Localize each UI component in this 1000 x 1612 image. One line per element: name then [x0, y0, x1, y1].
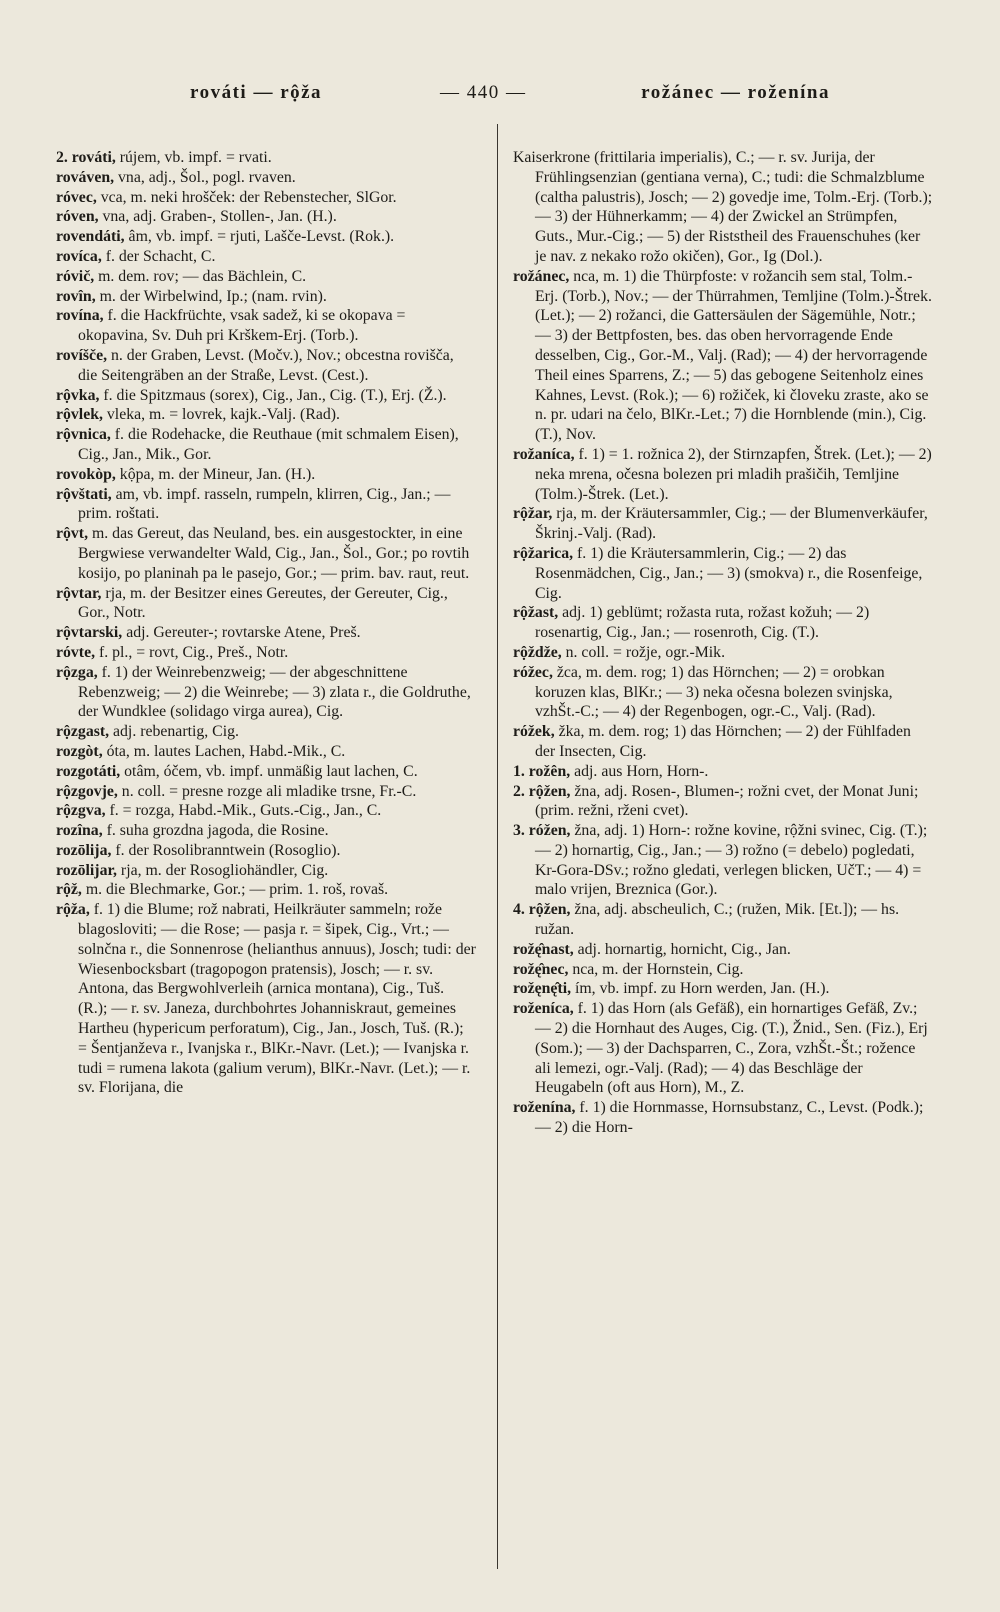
entry-headword: rozgotáti, [56, 762, 121, 780]
dictionary-entry [513, 643, 933, 663]
entry-definition: âm, vb. impf. = rjuti, Lašče-Levst. (Rok.). [124, 228, 395, 246]
dictionary-entry [513, 544, 933, 603]
entry-headword: rộvt, [56, 525, 89, 543]
entry-definition: m. der Wirbelwind, Ip.; (nam. rvin). [95, 287, 327, 305]
entry-headword: rộvštati, [56, 485, 112, 503]
right-column [513, 148, 933, 1138]
entry-definition: žca, m. dem. rog; 1) das Hörnchen; — 2) = orobkan koruzen klas, BlKr.; — 3) neka očesna bolezen svinjska, vzhŠt.-C.; — 4) der Regenbogen, ogr.-C., Valj. (Rad). [535, 663, 893, 721]
entry-headword: rovíšče, [56, 346, 108, 364]
entry-definition: nca, m. 1) die Thürpfoste: v rožancih sem stal, Tolm.-Erj. (Torb.), Nov.; — der Thürrahmen, Temljine (Tolm.)-Štrek. (Let.); — 2) rožanci, die Gattersäulen der Sägemühle, Notr.; — 3) der Bettpfosten, bes. das oben hervorragende Ende desselben, Cig., Gor.-M., Valj. (Rad); — 4) der hervorragende Theil eines Sparrens, Z.; — 5) das gebogene Seitenholz eines Kahnes, Levst. (Rok.); — 6) rožiček, ki človeku zraste, ako se n. pr. udari na čelo, BlKr.-Let.; 7) die Hornblende (min.), Cig. (T.), Nov. [535, 267, 932, 444]
entry-definition: vca, m. neki hrošček: der Rebenstecher, SlGor. [96, 188, 397, 206]
dictionary-entry [56, 762, 476, 782]
entry-headword: rộzgovje, [56, 782, 118, 800]
entry-definition: adj. rebenartig, Cig. [109, 723, 239, 741]
entry-headword: róžek, [513, 723, 555, 741]
page-header [190, 82, 830, 112]
dictionary-entry [56, 742, 476, 762]
entry-definition: f. 1) die Blume; rož nabrati, Heilkräuter sammeln; rože blagosloviti; — die Rose; — pasja r. = šipek, Cig., Vrt.; — solnčna r., die Sonnenrose (helianthus annuus), Josch; tudi: der Wiesenbocksbart (tragopogon pratensis), Josch; — r. sv. Antona, das Bergwohlverleih (arnica montana), Cig., Tuš. (R.); — r. sv. Janeza, durchbohrtes Johanniskraut, gemeines Hartheu (hypericum perforatum), Cig., Jan., Josch, Tuš. (R.); = Šentjanževa r., Ivanjska r., BlKr.-Navr. (Let.); — Ivanjska r. tudi = rumena lakota (galium verum), BlKr.-Navr. (Let.); — r. sv. Florijana, die [78, 901, 476, 1097]
entry-definition: óta, m. lautes Lachen, Habd.-Mik., C. [102, 742, 346, 760]
entry-definition: f. die Hackfrüchte, vsak sadež, ki se okopava = okopavina, Sv. Duh pri Krškem-Erj. (Torb.). [78, 307, 406, 345]
entry-headword: rožę̂nast, [513, 940, 574, 958]
entry-definition: n. coll. = rožje, ogr.-Mik. [561, 643, 726, 661]
entry-headword: róvec, [56, 188, 97, 206]
entry-definition: adj. Gereuter-; rovtarske Atene, Preš. [122, 624, 361, 642]
entry-headword: rožánec, [513, 267, 570, 285]
entry-headword: rộzgva, [56, 802, 106, 820]
entry-headword: rộžast, [513, 604, 559, 622]
dictionary-entry [56, 148, 476, 168]
dictionary-entry [56, 623, 476, 643]
left-column [56, 148, 476, 1098]
entry-headword: rộžarica, [513, 544, 574, 562]
entry-headword: rozōlijar, [56, 861, 117, 879]
dictionary-entry [513, 722, 933, 762]
entry-headword: 2. rộžen, [513, 782, 571, 800]
entry-definition: f. die Rodehacke, die Reuthaue (mit schmalem Eisen), Cig., Jan., Mik., Gor. [78, 426, 459, 463]
entry-headword: rộvlek, [56, 406, 103, 424]
dictionary-entry [56, 821, 476, 841]
dictionary-entry [56, 207, 476, 227]
entry-headword: rozōlija, [56, 841, 112, 859]
entry-definition: adj. hornartig, hornicht, Cig., Jan. [573, 940, 791, 958]
entry-headword: rộž, [56, 881, 82, 899]
dictionary-entry [513, 445, 933, 504]
dictionary-entry [56, 227, 476, 247]
dictionary-entry [56, 247, 476, 267]
dictionary-entry [56, 485, 476, 525]
entry-definition: vna, adj. Graben-, Stollen-, Jan. (H.). [98, 208, 337, 226]
entry-definition: nca, m. der Hornstein, Cig. [568, 960, 744, 978]
dictionary-entry [56, 425, 476, 465]
entry-headword: rovendáti, [56, 228, 125, 246]
dictionary-entry [513, 603, 933, 643]
dictionary-entry [56, 782, 476, 802]
dictionary-entry [56, 168, 476, 188]
dictionary-entry [56, 188, 476, 208]
entry-headword: rozgòt, [56, 742, 103, 760]
dictionary-entry [56, 524, 476, 583]
entry-definition: kộpa, m. der Mineur, Jan. (H.). [115, 465, 316, 483]
entry-definition: f. der Rosolibranntwein (Rosoglio). [111, 841, 341, 859]
entry-headword: róžec, [513, 663, 553, 681]
entry-headword: rộvka, [56, 386, 100, 404]
entry-definition: f. 1) die Hornmasse, Hornsubstanz, C., Levst. (Podk.); — 2) die Horn- [535, 1099, 924, 1137]
entry-headword: rộvtar, [56, 584, 102, 602]
dictionary-entry [56, 405, 476, 425]
column-divider [497, 124, 498, 1569]
dictionary-entry [513, 979, 933, 999]
entry-definition: vleka, m. = lovrek, kajk.-Valj. (Rad). [102, 406, 340, 424]
dictionary-entry [513, 999, 933, 1098]
entry-headword: rộzga, [56, 663, 98, 681]
entry-definition: f. suha grozdna jagoda, die Rosine. [102, 822, 329, 840]
dictionary-entry [56, 861, 476, 881]
entry-definition: rja, m. der Besitzer eines Gereutes, der Gereuter, Cig., Gor., Notr. [78, 584, 448, 622]
dictionary-entry [513, 663, 933, 722]
entry-definition: adj. 1) geblümt; rožasta ruta, rožast kožuh; — 2) rosenartig, Cig., Jan.; — rosenroth, Cig. (T.). [535, 604, 870, 642]
entry-definition: adj. aus Horn, Horn-. [570, 762, 709, 780]
entry-definition: n. der Graben, Levst. (Močv.), Nov.; obcestna rovišča, die Seitengräben an der Straße, Levst. (Cest.). [78, 346, 454, 384]
header-left-guide-words: rováti — rộža [190, 82, 323, 103]
entry-definition: žna, adj. 1) Horn-: rožne kovine, rộžni svinec, Cig. (T.); — 2) hornartig, Cig., Jan.; — 3) rožno (= debelo) pogledati, Kr-Gora-DSv.; rožno gledati, verlegen blicken, UčT.; — 4) = malo vrijen, Breznica (Gor.). [535, 822, 928, 899]
entry-headword: rộža, [56, 901, 90, 919]
entry-definition: f. = rozga, Habd.-Mik., Guts.-Cig., Jan., C. [105, 802, 382, 820]
entry-definition: ím, vb. impf. zu Horn werden, Jan. (H.). [571, 980, 830, 998]
entry-definition: rja, m. der Rosogliohändler, Cig. [116, 861, 329, 879]
entry-headword: róvte, [56, 643, 96, 661]
header-right-guide-words: rožánec — roženína [641, 82, 830, 103]
dictionary-entry [56, 663, 476, 722]
dictionary-entry [513, 782, 933, 822]
dictionary-entry [56, 722, 476, 742]
entry-headword: rováven, [56, 168, 115, 186]
dictionary-entry [513, 1098, 933, 1138]
entry-headword: rộvnica, [56, 426, 111, 444]
entry-definition: am, vb. impf. rasseln, rumpeln, klirren, Cig., Jan.; — prim. roštati. [78, 485, 451, 523]
entry-headword: rovína, [56, 307, 104, 325]
entry-definition: rújem, vb. impf. = rvati. [115, 149, 272, 166]
entry-definition: rja, m. der Kräutersammler, Cig.; — der Blumenverkäufer, Škrinj.-Valj. (Rad). [535, 505, 928, 543]
entry-definition: f. 1) die Kräutersammlerin, Cig.; — 2) das Rosenmädchen, Cig., Jan.; — 3) (smokva) r., die Rosenfeige, Cig. [535, 544, 923, 602]
entry-definition: vna, adj., Šol., pogl. rvaven. [114, 168, 296, 186]
entry-definition: m. das Gereut, das Neuland, bes. ein ausgestockter, in eine Bergwiese verwandelter Wald, Cig., Jan., Šol., Gor.; po rovtih kosijo, po planinah pa le pasejo, Gor.; — prim. bav. raut, reut. [78, 525, 470, 582]
entry-definition: f. die Spitzmaus (sorex), Cig., Jan., Cig. (T.), Erj. (Ž.). [99, 386, 447, 404]
page-number: — 440 — [440, 82, 527, 103]
entry-definition: f. 1) das Horn (als Gefäß), ein hornartiges Gefäß, Zv.; — 2) die Hornhaut des Auges, Cig. (T.), Žnid., Sen. (Fiz.), Erj (Som.); — 3) der Dachsparren, C., Zora, vzhŠt.-Št.; rožence ali lemezi, ogr.-Valj. (Rad); — 4) das Beschläge der Heugabeln (oft aus Horn), M., Z. [535, 1000, 928, 1097]
entry-headword: rộžar, [513, 505, 553, 523]
entry-headword: róven, [56, 208, 99, 226]
dictionary-entry [513, 900, 933, 940]
entry-definition: f. pl., = rovt, Cig., Preš., Notr. [95, 643, 289, 661]
entry-headword: rovîn, [56, 287, 96, 305]
entry-definition: žna, adj. abscheulich, C.; (ružen, Mik. [Et.]); — hs. ružan. [535, 901, 900, 939]
entry-headword: 4. rộžen, [513, 901, 571, 919]
entry-definition: m. dem. rov; — das Bächlein, C. [94, 267, 307, 285]
dictionary-entry [513, 762, 933, 782]
entry-headword: 3. róžen, [513, 822, 571, 840]
dictionary-entry [56, 880, 476, 900]
entry-headword: roženíca, [513, 1000, 574, 1018]
entry-definition: Kaiserkrone (frittilaria imperialis), C.; — r. sv. Jurija, der Frühlingsenzian (gentiana verna), C.; tudi: die Schmalzblume (caltha palustris), Josch; — 2) govedje ime, Tolm.-Erj. (Torb.); — 3) der Hühnerkamm; — 4) der Zwickel an Strümpfen, Guts., Mur.-Cig.; — 5) der Riststheil des Frauenschuhes (ker je nav. z nekako rožo okičen), Gor., Ig (Dol.). [513, 149, 933, 265]
entry-headword: roženína, [513, 1099, 576, 1117]
entry-definition: otâm, óčem, vb. impf. unmäßig laut lachen, C. [120, 762, 418, 780]
dictionary-entry [513, 267, 933, 445]
dictionary-entry [513, 960, 933, 980]
dictionary-entry [513, 821, 933, 900]
entry-headword: rožęnę̂ti, [513, 980, 572, 998]
dictionary-entry [56, 465, 476, 485]
entry-headword: rožę̂nec, [513, 960, 569, 978]
entry-headword: rovíca, [56, 247, 102, 265]
entry-headword: rozîna, [56, 822, 103, 840]
entry-definition: žka, m. dem. rog; 1) das Hörnchen; — 2) der Fühlfaden der Insecten, Cig. [535, 723, 911, 760]
entry-definition: žna, adj. Rosen-, Blumen-; rožni cvet, der Monat Juni; (prim. režni, rženi cvet). [535, 782, 919, 820]
dictionary-entry [56, 801, 476, 821]
entry-headword: róvič, [56, 267, 95, 285]
entry-definition: m. die Blechmarke, Gor.; — prim. 1. roš, rovaš. [81, 881, 389, 899]
dictionary-entry [56, 643, 476, 663]
dictionary-entry [56, 841, 476, 861]
entry-definition: n. coll. = presne rozge ali mladike trsne, Fr.-C. [117, 782, 417, 800]
entry-headword: 2. rováti, [56, 149, 116, 166]
entry-headword: rộzgast, [56, 723, 110, 741]
entry-headword: 1. rožên, [513, 762, 571, 780]
entry-definition: f. 1) = 1. rožnica 2), der Stirnzapfen, Štrek. (Let.); — 2) neka mrena, očesna bolezen pri mladih prašičih, Temljine (Tolm.)-Štrek. (Let.). [535, 445, 932, 503]
dictionary-entry [56, 900, 476, 1098]
dictionary-entry [56, 287, 476, 307]
dictionary-entry [513, 940, 933, 960]
entry-headword: rožaníca, [513, 445, 575, 463]
dictionary-entry [56, 267, 476, 287]
dictionary-entry [56, 306, 476, 346]
entry-definition: f. der Schacht, C. [101, 247, 216, 265]
dictionary-entry [513, 148, 933, 267]
entry-definition: f. 1) der Weinrebenzweig; — der abgeschnittene Rebenzweig; — 2) die Weinrebe; — 3) zlata r., die Goldruthe, der Wundklee (solidago virga aurea), Cig. [78, 663, 471, 721]
dictionary-entry [56, 386, 476, 406]
entry-headword: rộždže, [513, 643, 562, 661]
dictionary-entry [56, 584, 476, 624]
entry-headword: rộvtarski, [56, 624, 123, 642]
dictionary-entry [513, 504, 933, 544]
dictionary-entry [56, 346, 476, 386]
entry-headword: rovokòp, [56, 465, 116, 483]
